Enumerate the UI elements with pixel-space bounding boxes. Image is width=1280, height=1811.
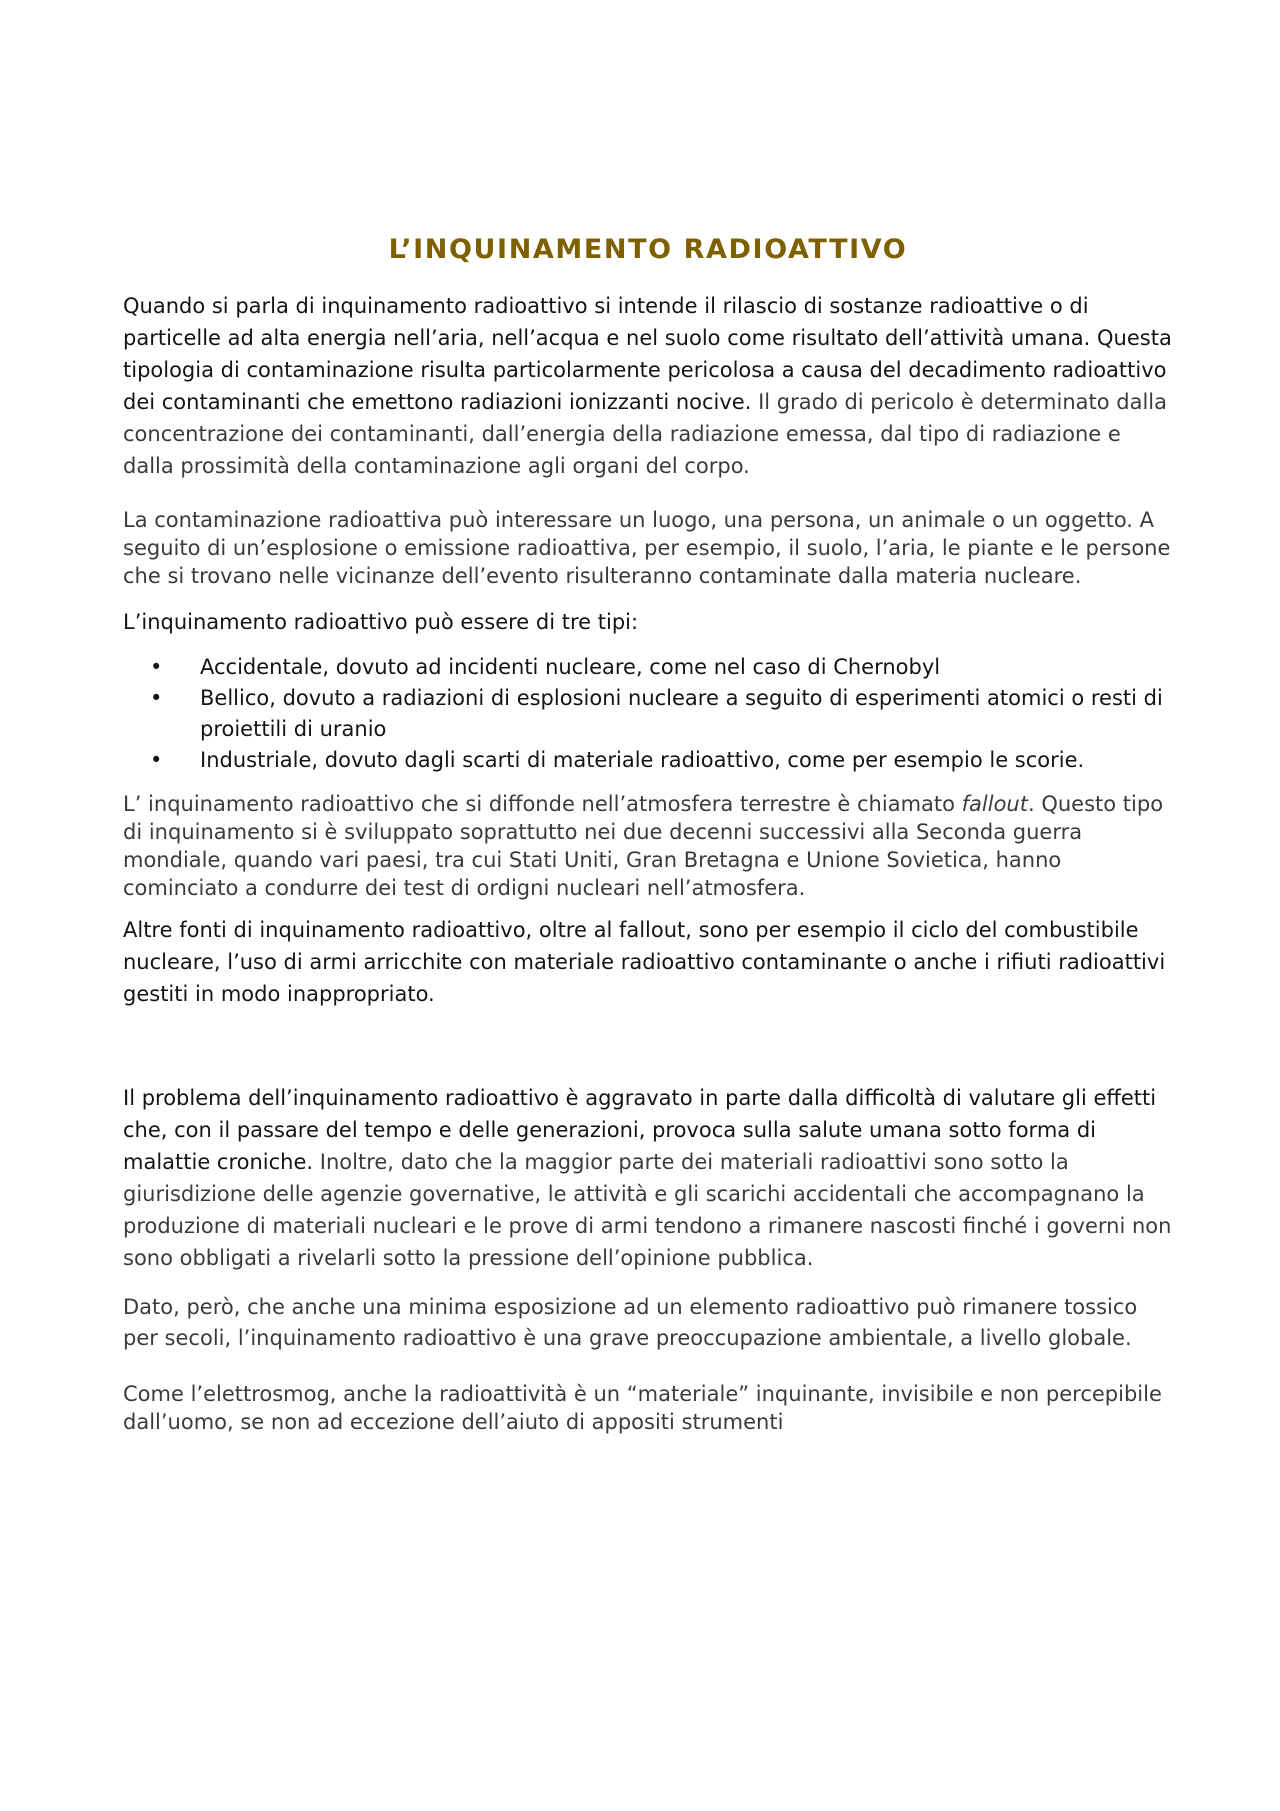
types-list xyxy=(123,652,1173,776)
paragraph-electrosmog: Come l’elettrosmog, anche la radioattività è un “materiale” inquinante, invisibile e non percepibile dall’uomo, se non ad eccezione dell’aiuto di appositi strumenti xyxy=(123,1382,1162,1434)
paragraph-problem-main: Il problema dell’inquinamento radioattivo è aggravato in parte dalla difficoltà di valutare gli effetti che, con il passare del tempo e delle generazioni, provoca sulla salute umana sotto forma di malattie croniche. xyxy=(123,1086,1157,1174)
paragraph-exposure: Dato, però, che anche una minima esposizione ad un elemento radioattivo può rimanere tossico per secoli, l’inquinamento radioattivo è una grave preoccupazione ambientale, a livello globale. xyxy=(123,1295,1138,1350)
paragraph-other-sources: Altre fonti di inquinamento radioattivo, oltre al fallout, sono per esempio il ciclo del combustibile nucleare, l’uso di armi arricchite con materiale radioattivo contaminante o anche i rifiuti radioattivi gestiti in modo inappropriato. xyxy=(123,918,1166,1006)
list-item-text: Industriale, dovuto dagli scarti di materiale radioattivo, come per esempio le scorie. xyxy=(200,748,1085,772)
document-page xyxy=(123,232,1173,1436)
bullet-icon: • xyxy=(150,655,163,679)
paragraph-intro-detail: Il grado di pericolo è determinato dalla concentrazione dei contaminanti, dall’energia della radiazione emessa, dal tipo di radiazione e dalla prossimità della contaminazione agli organi del corpo. xyxy=(123,390,1168,478)
list-item xyxy=(123,683,1173,745)
paragraph-intro xyxy=(123,290,1173,482)
paragraph-fallout-start: L’ inquinamento radioattivo che si diffonde nell’atmosfera terrestre è chiamato xyxy=(123,792,962,816)
paragraph-fallout xyxy=(123,790,1173,902)
paragraph-problem-detail: Inoltre, dato che la maggior parte dei materiali radioattivi sono sotto la giurisdizione delle agenzie governative, le attività e gli scarichi accidentali che accompagnano la produzione di materiali nucleari e le prove di armi tendono a rimanere nascosti finché i governi non sono obbligati a rivelarli sotto la pressione dell’opinione pubblica. xyxy=(123,1150,1172,1270)
document-title: L’INQUINAMENTO RADIOATTIVO xyxy=(388,234,908,265)
paragraph-contamination: La contaminazione radioattiva può interessare un luogo, una persona, un animale o un oggetto. A seguito di un’esplosione o emissione radioattiva, per esempio, il suolo, l’aria, le piante e le persone che si trovano nelle vicinanze dell’evento risulteranno contaminate dalla materia nucleare. xyxy=(123,508,1171,588)
list-item-text: Bellico, dovuto a radiazioni di esplosioni nucleare a seguito di esperimenti atomici o resti di proiettili di uranio xyxy=(200,686,1163,741)
list-item-text: Accidentale, dovuto ad incidenti nucleare, come nel caso di Chernobyl xyxy=(200,655,941,679)
fallout-term: fallout xyxy=(961,792,1028,816)
paragraph-intro-main: Quando si parla di inquinamento radioattivo si intende il rilascio di sostanze radioattive o di particelle ad alta energia nell’aria, nell’acqua e nel suolo come risultato dell’attività umana. Questa tipologia di contaminazione risulta particolarmente pericolosa a causa del decadimento radioattivo dei contaminanti che emettono radiazioni ionizzanti nocive. xyxy=(123,294,1172,414)
bullet-icon: • xyxy=(150,686,163,710)
paragraph-fallout-end: . Questo tipo di inquinamento si è sviluppato soprattutto nei due decenni successivi alla Seconda guerra mondiale, quando vari paesi, tra cui Stati Uniti, Gran Bretagna e Unione Sovietica, hanno cominciato a condurre dei test di ordigni nucleari nell’atmosfera. xyxy=(123,792,1164,900)
list-item xyxy=(123,652,1173,683)
paragraph-problem xyxy=(123,1082,1173,1274)
paragraph-types-intro: L’inquinamento radioattivo può essere di tre tipi: xyxy=(123,610,639,634)
list-item xyxy=(123,745,1173,776)
bullet-icon: • xyxy=(150,748,163,772)
